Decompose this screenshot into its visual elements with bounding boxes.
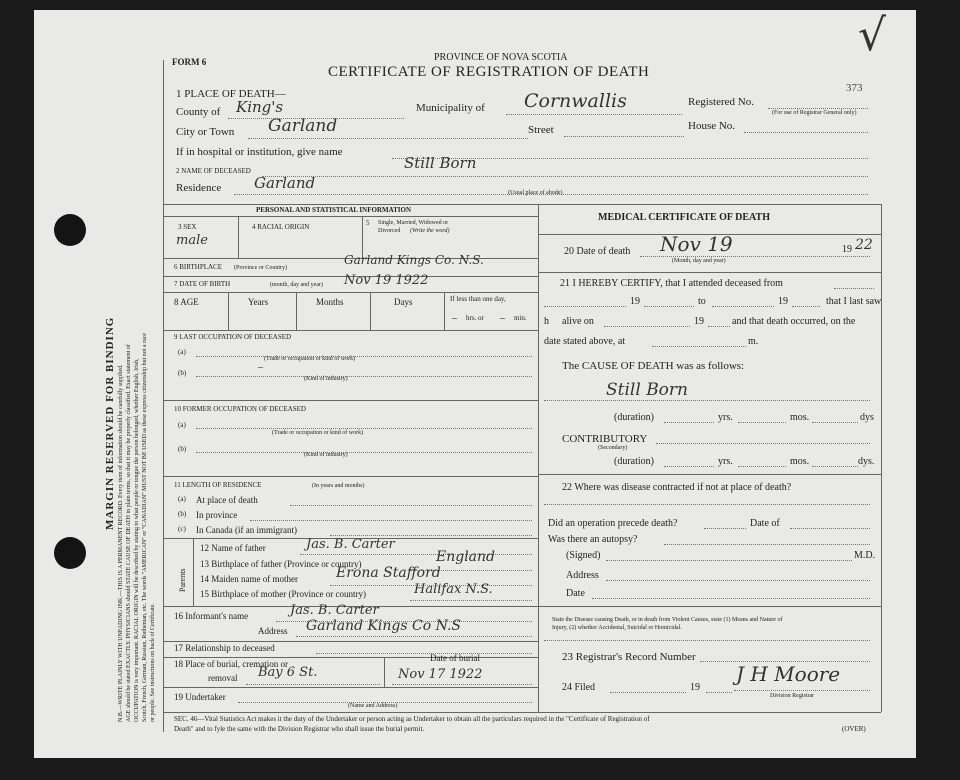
registered-number-label: Registered No. xyxy=(688,96,754,108)
contrib-yrs-label: yrs. xyxy=(718,456,733,467)
mother-name-value: Erona Stafford xyxy=(336,565,441,581)
informant-name-label: 16 Informant's name xyxy=(174,611,249,621)
mother-birthplace-label: 15 Birthplace of mother (Province or country) xyxy=(200,589,366,599)
minutes-dash: – xyxy=(500,313,505,324)
undertaker-label: 19 Undertaker xyxy=(174,692,226,702)
hours-label: hrs. or xyxy=(466,314,484,322)
relationship-label: 17 Relationship to deceased xyxy=(174,643,275,653)
mother-birthplace-value: Halifax N.S. xyxy=(414,582,493,597)
medical-date-label: Date xyxy=(566,588,585,599)
instruction-line: AGE should be stated EXACTLY. PHYSICIANS should STATE CAUSE OF DEATH in plain terms, so that it may be properly classified. Exact statement of xyxy=(126,344,132,722)
in-province-label: In province xyxy=(196,510,238,520)
days-label: Days xyxy=(394,297,413,307)
house-number-label: House No. xyxy=(688,120,736,132)
contrib-duration-label: (duration) xyxy=(614,456,654,467)
industry-note: (Kind of industry) xyxy=(304,452,348,458)
less-than-day-label: If less than one day, xyxy=(450,295,506,303)
marital-note: (Write the word) xyxy=(410,228,450,234)
res-b-label: (b) xyxy=(178,510,187,518)
mother-name-label: 14 Maiden name of mother xyxy=(200,574,298,584)
months-label: Months xyxy=(316,297,344,307)
res-c-label: (c) xyxy=(178,525,186,533)
former-occupation-label: 10 FORMER OCCUPATION OF DECEASED xyxy=(174,405,306,413)
province-heading: PROVINCE OF NOVA SCOTIA xyxy=(434,52,568,63)
certify-h: h xyxy=(544,316,549,327)
abode-note: (Usual place of abode) xyxy=(508,190,563,196)
operation-date-label: Date of xyxy=(750,518,780,529)
burial-place-label: 18 Place of burial, cremation or xyxy=(174,659,288,669)
street-label: Street xyxy=(528,124,554,136)
trade-note: (Trade or occupation or kind of work) xyxy=(264,356,356,362)
occ-a-label: (a) xyxy=(178,348,186,356)
cause-mos-label: mos. xyxy=(790,412,810,423)
certify-m: m. xyxy=(748,336,759,347)
cause-of-death-value: Still Born xyxy=(606,380,688,400)
month-day-note: (Month, day and year) xyxy=(672,258,726,264)
at-place-label: At place of death xyxy=(196,495,258,505)
deceased-name-value: Still Born xyxy=(404,154,477,172)
dob-value: Nov 19 1922 xyxy=(344,273,429,288)
marital-number: 5 xyxy=(366,219,370,227)
father-birthplace-label: 13 Birthplace of father (Province or country) xyxy=(200,559,362,569)
margin-binding-label: MARGIN RESERVED FOR BINDING xyxy=(104,316,116,530)
cause-duration-label: (duration) xyxy=(614,412,654,423)
hospital-label: If in hospital or institution, give name xyxy=(176,146,343,158)
informant-address-value: Garland Kings Co N.S xyxy=(306,618,462,634)
registrar-general-note: (For use of Registrar General only) xyxy=(772,110,857,116)
binding-hole xyxy=(54,537,86,569)
deceased-name-label: 2 NAME OF DECEASED xyxy=(176,167,251,175)
occ-b-label: (b) xyxy=(178,369,187,377)
parents-label: Parents xyxy=(178,568,187,592)
age-label: 8 AGE xyxy=(174,297,199,307)
form-number: FORM 6 xyxy=(172,57,207,67)
certify-last-saw: that I last saw xyxy=(826,296,882,307)
burial-date-label: Date of burial xyxy=(430,653,480,663)
residence-label: Residence xyxy=(176,182,222,194)
medical-address-label: Address xyxy=(566,570,599,581)
date-of-death-label: 20 Date of death xyxy=(564,246,631,257)
filed-19: 19 xyxy=(690,682,700,693)
sec46-note: SEC. 46—Vital Statistics Act makes it the duty of the Undertaker or person acting as Undertaker to obtain all the particulars required in the "Certificate of Registration of xyxy=(174,715,650,723)
registrar-signature: J H Moore xyxy=(736,662,841,686)
instruction-line: OCCUPATION is very important. RACIAL ORIGIN will be described by stating to what people or tongue the person belonged, whether English, Irish, xyxy=(134,358,140,722)
certify-to: to xyxy=(698,296,706,307)
residence-value: Garland xyxy=(254,174,316,192)
binding-hole xyxy=(54,214,86,246)
res-a-label: (a) xyxy=(178,495,186,503)
former-a-label: (a) xyxy=(178,421,186,429)
dob-label: 7 DATE OF BIRTH xyxy=(174,280,231,288)
md-label: M.D. xyxy=(854,550,876,561)
occupation-dash: – xyxy=(258,362,263,373)
county-label: County of xyxy=(176,106,221,118)
sex-value: male xyxy=(176,233,208,248)
autopsy-label: Was there an autopsy? xyxy=(548,534,638,545)
page-title: CERTIFICATE OF REGISTRATION OF DEATH xyxy=(328,64,650,80)
secondary-note: (Secondary) xyxy=(598,445,628,451)
cause-dys-label: dys xyxy=(860,412,874,423)
certify-alive-on: alive on xyxy=(562,316,594,327)
removal-label: removal xyxy=(208,673,238,683)
instruction-line: N.B.—WRITE PLAINLY WITH UNFADING INK.—THIS IS A PERMANENT RECORD. Every item of information should be carefully supplied. xyxy=(118,364,124,722)
marital-label-2: Divorced xyxy=(378,228,401,234)
certify-19b: 19 xyxy=(778,296,788,307)
certify-alive-19: 19 xyxy=(694,316,704,327)
burial-date-value: Nov 17 1922 xyxy=(398,667,483,682)
certify-text: 21 I HEREBY CERTIFY, that I attended deceased from xyxy=(560,278,783,289)
minutes-label: min. xyxy=(514,314,527,322)
birthplace-label: 6 BIRTHPLACE xyxy=(174,263,222,271)
father-name-label: 12 Name of father xyxy=(200,543,266,553)
length-residence-label: 11 LENGTH OF RESIDENCE xyxy=(174,481,262,489)
municipality-value: Cornwallis xyxy=(524,90,627,112)
signed-label: (Signed) xyxy=(566,550,601,561)
informant-address-label: Address xyxy=(258,626,288,636)
death-year-prefix: 19 xyxy=(842,244,852,255)
certificate-page xyxy=(34,10,916,758)
instruction-line: or people. See instructions on back of Certificate. xyxy=(150,603,156,722)
over-label: (OVER) xyxy=(842,725,866,733)
division-registrar-label: Division Registrar xyxy=(770,693,815,699)
contrib-dys-label: dys. xyxy=(858,456,875,467)
city-value: Garland xyxy=(268,116,338,136)
birthplace-value: Garland Kings Co. N.S. xyxy=(344,253,484,267)
name-address-note: (Name and Address) xyxy=(348,703,398,709)
city-label: City or Town xyxy=(176,126,235,138)
racial-origin-label: 4 RACIAL ORIGIN xyxy=(252,223,310,231)
sex-label: 3 SEX xyxy=(178,223,197,231)
violent-causes-note: State the Disease causing Death, or in death from Violent Causes, state (1) Means and Nature of xyxy=(552,617,783,623)
trade-note: (Trade or occupation or kind of work) xyxy=(272,430,364,436)
informant-name-value: Jas. B. Carter xyxy=(290,603,379,618)
last-occupation-label: 9 LAST OCCUPATION OF DECEASED xyxy=(174,333,292,341)
death-year-suffix: 22 xyxy=(855,237,873,253)
medical-cert-heading: MEDICAL CERTIFICATE OF DEATH xyxy=(598,212,770,223)
county-value: King's xyxy=(236,98,284,116)
length-residence-note: (In years and months) xyxy=(312,483,365,489)
registrar-record-label: 23 Registrar's Record Number xyxy=(562,651,696,663)
father-birthplace-value: England xyxy=(436,549,496,565)
registered-number-value: 373 xyxy=(846,82,863,94)
marital-label: Single, Married, Widowed or xyxy=(378,220,449,226)
cause-yrs-label: yrs. xyxy=(718,412,733,423)
filed-label: 24 Filed xyxy=(562,682,596,693)
check-mark: √ xyxy=(858,10,887,61)
certify-death-occurred: and that death occurred, on the xyxy=(732,316,856,327)
industry-note: (Kind of industry) xyxy=(304,376,348,382)
father-name-value: Jas. B. Carter xyxy=(306,537,395,552)
cause-of-death-label: The CAUSE OF DEATH was as follows: xyxy=(562,360,745,372)
in-canada-label: In Canada (if an immigrant) xyxy=(196,525,297,535)
place-of-death-heading: 1 PLACE OF DEATH— xyxy=(176,88,286,100)
personal-info-heading: PERSONAL AND STATISTICAL INFORMATION xyxy=(256,206,412,214)
birthplace-note: (Province or Country) xyxy=(234,265,287,271)
sec46-note-2: Death" and to fyle the same with the Division Registrar who shall issue the burial permit. xyxy=(174,725,425,733)
violent-causes-note-2: Injury, (2) whether Accidental, Suicidal or Homicidal. xyxy=(552,625,682,631)
contributory-label: CONTRIBUTORY xyxy=(562,433,648,445)
operation-label: Did an operation precede death? xyxy=(548,518,678,529)
former-b-label: (b) xyxy=(178,445,187,453)
disease-contracted-label: 22 Where was disease contracted if not at place of death? xyxy=(562,482,792,493)
instruction-line: Scotch, French, German, Russian, Ruthenian, etc. The words "AMERICAN" or "CANADIAN" MUST NOT BE USED as these express citizenship but not a race xyxy=(142,332,148,722)
certify-19a: 19 xyxy=(630,296,640,307)
years-label: Years xyxy=(248,297,269,307)
dob-note: (month, day and year) xyxy=(270,282,323,288)
municipality-label: Municipality of xyxy=(416,102,485,114)
certify-date-stated: date stated above, at xyxy=(544,336,626,347)
contrib-mos-label: mos. xyxy=(790,456,810,467)
burial-place-value: Bay 6 St. xyxy=(258,665,318,680)
date-of-death-value: Nov 19 xyxy=(660,232,733,256)
hours-dash: – xyxy=(452,313,457,324)
